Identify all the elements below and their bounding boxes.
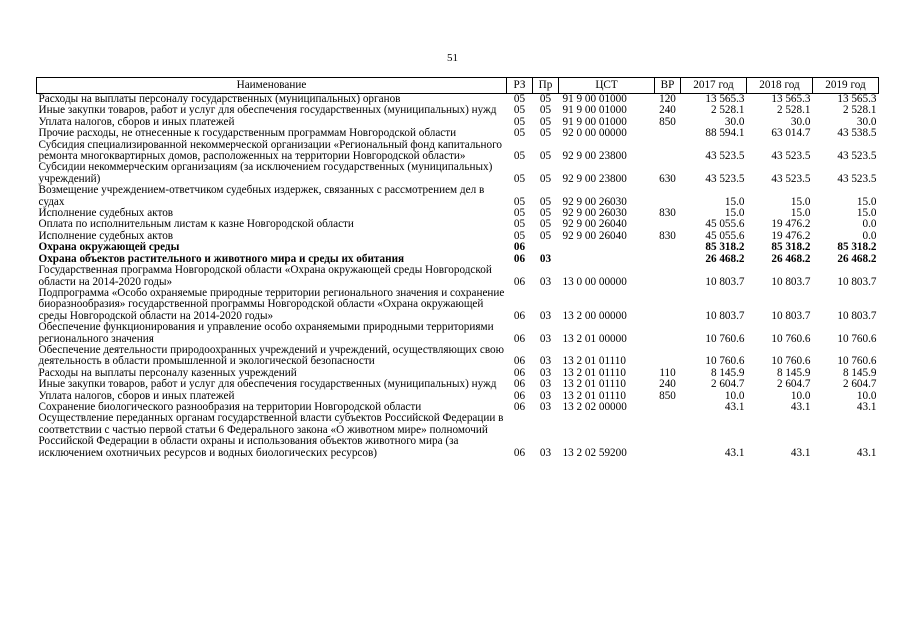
- cell-value-2017: 85 318.2: [705, 241, 745, 254]
- cell-value-2017: 10 760.6: [705, 332, 745, 345]
- cell-vr: [655, 254, 681, 265]
- cell-pr: 05: [539, 127, 552, 140]
- cell-rz: 05: [513, 195, 526, 208]
- cell-value-2019: 8 145.9: [842, 366, 877, 379]
- cell-vr: [655, 185, 681, 208]
- table-row: [37, 185, 879, 208]
- cell-pr: [533, 242, 559, 253]
- table-row: [37, 140, 879, 163]
- cell-value-2019: 30.0: [856, 115, 877, 128]
- table-row: [37, 265, 879, 288]
- header-vr: ВР: [655, 78, 681, 94]
- cell-cst: 13 2 02 00000: [562, 400, 627, 413]
- cell-cst: 91 9 00 01000: [562, 93, 627, 105]
- cell-rz: 06: [513, 252, 526, 265]
- cell-value-2017: 45 055.6: [705, 218, 745, 231]
- cell-pr: 05: [539, 218, 552, 231]
- cell-name: Иные закупки товаров, работ и услуг для обеспечения государственных (муниципальных) нужд: [38, 104, 497, 117]
- cell-pr: 03: [539, 252, 552, 265]
- cell-vr: [655, 242, 681, 253]
- cell-rz: 06: [513, 275, 526, 288]
- cell-value-2017: 88 594.1: [705, 127, 745, 140]
- cell-pr: 03: [539, 332, 552, 345]
- cell-pr: 03: [539, 400, 552, 413]
- cell-rz: 06: [513, 355, 526, 368]
- cell-vr: [655, 128, 681, 139]
- cell-value-2019: 43.1: [856, 400, 877, 413]
- cell-pr: 05: [539, 150, 552, 163]
- cell-name: Оплата по исполнительным листам к казне Новгородской области: [38, 218, 354, 231]
- cell-value-2018: 2 528.1: [776, 104, 811, 117]
- cell-cst: 92 9 00 23800: [562, 172, 627, 185]
- cell-value-2018: 85 318.2: [771, 241, 811, 254]
- header-cst: ЦСТ: [559, 78, 655, 94]
- cell-vr: [655, 288, 681, 322]
- cell-pr: 05: [539, 93, 552, 105]
- cell-cst: 13 2 01 01110: [562, 378, 626, 391]
- cell-value-2019: 0.0: [862, 229, 877, 242]
- cell-value-2018: 63 014.7: [771, 127, 811, 140]
- cell-cst: 92 9 00 26030: [562, 207, 627, 220]
- cell-value-2019: 2 528.1: [842, 104, 877, 117]
- cell-name: Иные закупки товаров, работ и услуг для обеспечения государственных (муниципальных) нужд: [38, 378, 497, 391]
- cell-cst: 92 9 00 26040: [562, 218, 627, 231]
- cell-value-2018: 10 760.6: [771, 355, 811, 368]
- header-rz: РЗ: [507, 78, 533, 94]
- cell-value-2019: 2 604.7: [842, 378, 877, 391]
- cell-name: Обеспечение функционирования и управление особо охраняемыми природными территориями регионального значения: [38, 321, 494, 345]
- cell-rz: 06: [513, 446, 526, 459]
- cell-vr: 830: [659, 207, 676, 220]
- cell-value-2019: 0.0: [862, 218, 877, 231]
- cell-name: Охрана окружающей среды: [38, 241, 180, 254]
- cell-vr: [655, 345, 681, 368]
- header-pr: Пр: [533, 78, 559, 94]
- cell-cst: 92 9 00 23800: [562, 150, 627, 163]
- cell-value-2017: 10 803.7: [705, 275, 745, 288]
- cell-value-2019: 10.0: [856, 389, 877, 402]
- cell-pr: 03: [539, 378, 552, 391]
- cell-vr: [655, 413, 681, 459]
- cell-pr: 05: [539, 229, 552, 242]
- cell-vr: 240: [659, 104, 676, 117]
- cell-value-2017: 26 468.2: [705, 252, 745, 265]
- cell-value-2019: 43.1: [856, 446, 877, 459]
- cell-vr: 120: [659, 93, 676, 105]
- cell-value-2018: 10.0: [790, 389, 811, 402]
- table-row: [37, 162, 879, 185]
- cell-value-2019: 10 760.6: [837, 332, 877, 345]
- cell-cst: 91 9 00 01000: [562, 115, 627, 128]
- table-row: [37, 128, 879, 139]
- cell-rz: 05: [513, 93, 526, 105]
- cell-rz: 05: [513, 229, 526, 242]
- cell-name: Охрана объектов растительного и животного мира и среды их обитания: [38, 252, 405, 265]
- cell-name: Возмещение учреждением-ответчиком судебных издержек, связанных с рассмотрением дел в судах: [38, 184, 485, 208]
- cell-value-2018: 26 468.2: [771, 252, 811, 265]
- cell-value-2017: 15.0: [724, 195, 745, 208]
- cell-value-2017: 2 528.1: [710, 104, 745, 117]
- cell-value-2019: 13 565.3: [837, 93, 877, 105]
- cell-pr: 03: [539, 275, 552, 288]
- table-header-row: [37, 78, 879, 94]
- cell-name: Сохранение биологического разнообразия на территории Новгородской области: [38, 400, 422, 413]
- cell-value-2019: 43 523.5: [837, 150, 877, 163]
- cell-name: Субсидии некоммерческим организациям (за исключением государственных (муниципальных) учреждений): [38, 161, 493, 185]
- cell-value-2019: 10 803.7: [837, 275, 877, 288]
- cell-pr: 05: [539, 104, 552, 117]
- cell-value-2017: 15.0: [724, 207, 745, 220]
- cell-rz: 05: [513, 150, 526, 163]
- cell-cst: [559, 254, 655, 265]
- cell-cst: 13 2 01 01110: [562, 355, 626, 368]
- cell-cst: 13 2 00 00000: [562, 309, 627, 322]
- cell-value-2019: 10 803.7: [837, 309, 877, 322]
- cell-cst: 92 9 00 26030: [562, 195, 627, 208]
- cell-value-2017: 13 565.3: [705, 93, 745, 105]
- table-body: [37, 94, 879, 460]
- cell-value-2019: 43 538.5: [837, 127, 877, 140]
- cell-cst: 13 2 02 59200: [562, 446, 627, 459]
- cell-cst: 92 0 00 00000: [562, 127, 627, 140]
- cell-name: Уплата налогов, сборов и иных платежей: [38, 389, 235, 402]
- cell-cst: 91 9 00 01000: [562, 104, 627, 117]
- cell-rz: 06: [513, 332, 526, 345]
- cell-vr: [655, 140, 681, 163]
- header-2018: 2018 год: [747, 78, 813, 94]
- cell-value-2018: 43.1: [790, 446, 811, 459]
- cell-value-2018: 19 476.2: [771, 229, 811, 242]
- cell-value-2018: 2 604.7: [776, 378, 811, 391]
- cell-name: Государственная программа Новгородской области «Охрана окружающей среды Новгородской области на 2014-2020 годы»: [38, 264, 492, 288]
- cell-rz: 06: [513, 309, 526, 322]
- cell-value-2017: 43.1: [724, 446, 745, 459]
- cell-rz: 06: [513, 389, 526, 402]
- header-2019: 2019 год: [813, 78, 879, 94]
- cell-value-2018: 43 523.5: [771, 150, 811, 163]
- cell-name: Расходы на выплаты персоналу государственных (муниципальных) органов: [38, 93, 401, 105]
- header-2017: 2017 год: [681, 78, 747, 94]
- budget-table: [36, 77, 879, 459]
- table-row: [37, 379, 879, 390]
- cell-value-2018: 8 145.9: [776, 366, 811, 379]
- cell-rz: 06: [513, 378, 526, 391]
- table-row: [37, 322, 879, 345]
- cell-cst: 13 0 00 00000: [562, 275, 627, 288]
- cell-rz: 05: [513, 115, 526, 128]
- cell-name: Осуществление переданных органам государственной власти субъектов Российской Федерации в соответствии с частью первой статьи 6 Федерального закона «О животном мире» полномочий Российской Федерации в области охраны и использования объектов животного мира (за исключением охотничьих ресурсов и водных биологических ресурсов): [38, 412, 504, 459]
- cell-vr: [655, 402, 681, 413]
- cell-value-2018: 13 565.3: [771, 93, 811, 105]
- cell-value-2018: 10 760.6: [771, 332, 811, 345]
- table-row: [37, 345, 879, 368]
- cell-value-2018: 10 803.7: [771, 275, 811, 288]
- cell-vr: 240: [659, 378, 676, 391]
- cell-value-2017: 43 523.5: [705, 150, 745, 163]
- cell-value-2019: 15.0: [856, 195, 877, 208]
- cell-pr: 05: [539, 172, 552, 185]
- cell-name: Исполнение судебных актов: [38, 229, 174, 242]
- cell-rz: 05: [513, 218, 526, 231]
- cell-vr: 850: [659, 115, 676, 128]
- cell-value-2018: 10 803.7: [771, 309, 811, 322]
- cell-rz: 06: [513, 400, 526, 413]
- cell-rz: 06: [513, 241, 526, 254]
- cell-rz: 05: [513, 172, 526, 185]
- cell-value-2018: 15.0: [790, 207, 811, 220]
- cell-pr: 03: [539, 389, 552, 402]
- cell-value-2018: 43.1: [790, 400, 811, 413]
- table-row: [37, 242, 879, 253]
- cell-vr: 850: [659, 389, 676, 402]
- cell-name: Подпрограмма «Особо охраняемые природные территории регионального значения и сохранение биоразнообразия» государственной программы Новгородской области «Охрана окружающей среды Новгородской области на 2014-2020 годы»: [38, 286, 505, 322]
- cell-value-2019: 26 468.2: [837, 252, 877, 265]
- cell-pr: 03: [539, 355, 552, 368]
- cell-name: Субсидия специализированной некоммерческой организации «Региональный фонд капитального ремонта многоквартирных домов, расположенных на территории Новгородской области»: [38, 138, 503, 163]
- cell-value-2017: 2 604.7: [710, 378, 745, 391]
- cell-value-2017: 10 803.7: [705, 309, 745, 322]
- cell-value-2017: 8 145.9: [710, 366, 745, 379]
- cell-value-2019: 43 523.5: [837, 172, 877, 185]
- cell-cst: [559, 242, 655, 253]
- cell-cst: 92 9 00 26040: [562, 229, 627, 242]
- cell-vr: 830: [659, 229, 676, 242]
- cell-value-2017: 43.1: [724, 400, 745, 413]
- cell-cst: 13 2 01 01110: [562, 366, 626, 379]
- cell-vr: 630: [659, 172, 676, 185]
- cell-value-2019: 15.0: [856, 207, 877, 220]
- cell-name: Уплата налогов, сборов и иных платежей: [38, 115, 235, 128]
- cell-value-2017: 10 760.6: [705, 355, 745, 368]
- header-name: Наименование: [37, 78, 507, 94]
- cell-value-2018: 43 523.5: [771, 172, 811, 185]
- cell-value-2017: 45 055.6: [705, 229, 745, 242]
- cell-value-2017: 30.0: [724, 115, 745, 128]
- cell-name: Исполнение судебных актов: [38, 207, 174, 220]
- cell-rz: 06: [513, 366, 526, 379]
- cell-value-2018: 30.0: [790, 115, 811, 128]
- cell-pr: 03: [539, 446, 552, 459]
- cell-pr: 05: [539, 207, 552, 220]
- cell-name: Прочие расходы, не отнесенные к государственным программам Новгородской области: [38, 127, 457, 140]
- cell-cst: 13 2 01 01110: [562, 389, 626, 402]
- page-number: 51: [447, 52, 458, 64]
- cell-pr: 03: [539, 366, 552, 379]
- cell-name: Расходы на выплаты персоналу казенных учреждений: [38, 366, 297, 379]
- table-row: [37, 413, 879, 459]
- cell-value-2019: 10 760.6: [837, 355, 877, 368]
- cell-value-2017: 10.0: [724, 389, 745, 402]
- cell-value-2018: 19 476.2: [771, 218, 811, 231]
- cell-value-2019: 85 318.2: [837, 241, 877, 254]
- cell-value-2018: 15.0: [790, 195, 811, 208]
- cell-name: Обеспечение деятельности природоохранных учреждений и учреждений, осуществляющих свою деятельность в области промышленной и экологической безопасности: [38, 343, 505, 368]
- cell-vr: [655, 322, 681, 345]
- cell-pr: 03: [539, 309, 552, 322]
- cell-vr: 110: [659, 366, 676, 379]
- cell-rz: 05: [513, 207, 526, 220]
- cell-rz: 05: [513, 127, 526, 140]
- cell-cst: 13 2 01 00000: [562, 332, 627, 345]
- cell-pr: 05: [539, 195, 552, 208]
- table-row: [37, 288, 879, 322]
- cell-vr: [655, 265, 681, 288]
- cell-value-2017: 43 523.5: [705, 172, 745, 185]
- cell-pr: 05: [539, 115, 552, 128]
- cell-rz: 05: [513, 104, 526, 117]
